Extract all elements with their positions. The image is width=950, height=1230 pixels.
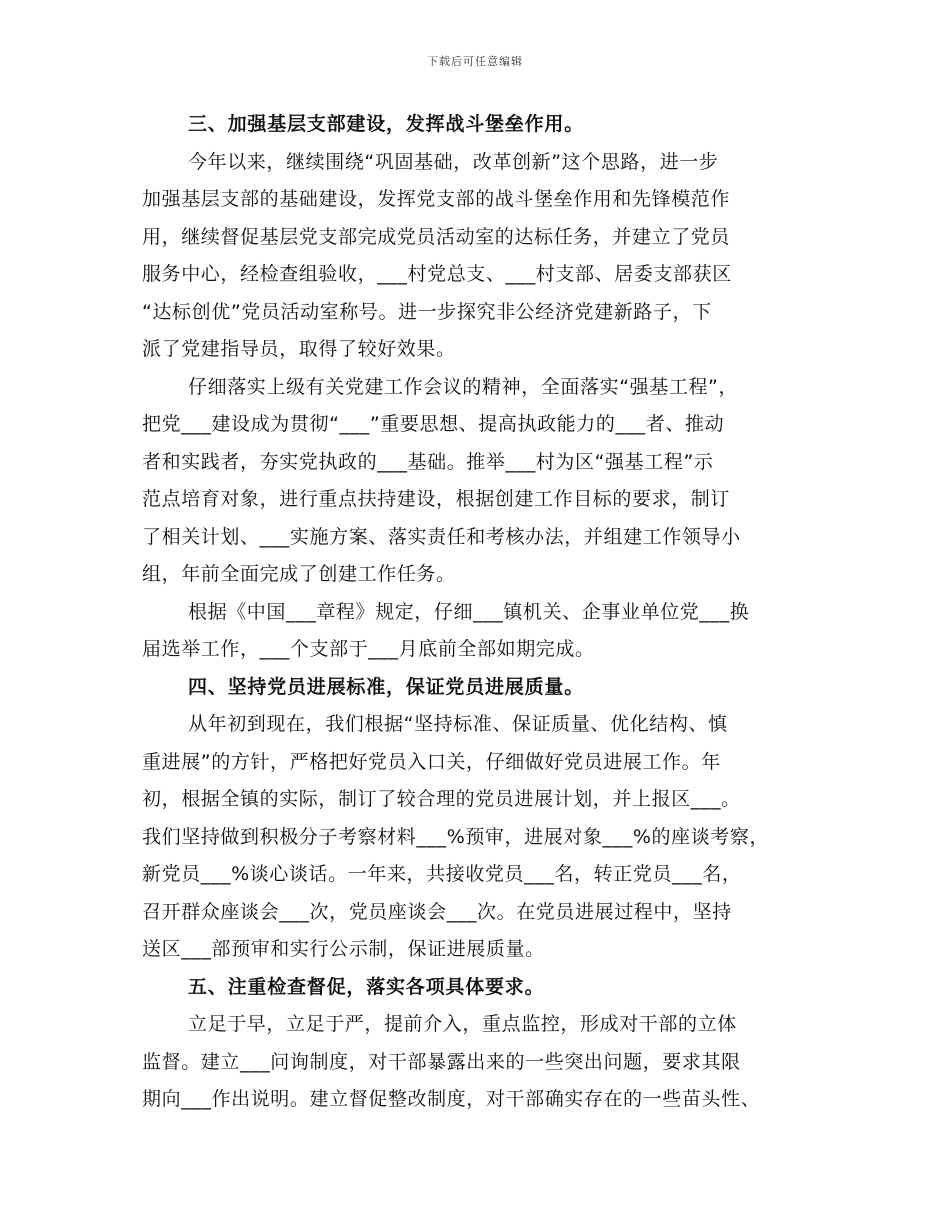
paragraph-line: 仔细落实上级有关党建工作会议的精神，全面落实“强基工程”， [188,375,739,398]
section-heading: 五、注重检查督促，落实各项具体要求。 [188,975,545,998]
paragraph-line: 用，继续督促基层党支部完成党员活动室的达标任务，并建立了党员 [142,225,731,248]
paragraph-line: 重进展”的方针，严格把好党员入口关，仔细做好党员进展工作。年 [142,750,721,773]
paragraph-line: 范点培育对象，进行重点扶持建设，根据创建工作目标的要求，制订 [142,488,731,510]
paragraph-line: 新党员___%谈心谈话。一年来，共接收党员___名，转正党员___名， [142,863,742,885]
paragraph-line: 了相关计划、___实施方案、落实责任和考核办法，并组建工作领导小 [142,525,741,548]
paragraph-line: 我们坚持做到积极分子考察材料___%预审，进展对象___%的座谈考察， [142,825,770,848]
paragraph-line: 监督。建立___问询制度，对干部暴露出来的一些突出问题，要求其限 [142,1050,741,1073]
paragraph-line: 把党___建设成为贯彻“___”重要思想、提高执政能力的___者、推动 [142,413,725,435]
paragraph-line: 期向___作出说明。建立督促整改制度，对干部确实存在的一些苗头性、 [142,1088,761,1110]
paragraph-line: 者和实践者，夯实党执政的___基础。推举___村为区“强基工程”示 [142,450,714,473]
section-heading: 三、加强基层支部建设，发挥战斗堡垒作用。 [188,113,585,135]
paragraph-line: 根据《中国___章程》规定，仔细___镇机关、企事业单位党___换 [188,600,750,623]
paragraph-line: 组，年前全面完成了创建工作任务。 [142,563,456,585]
paragraph-line: 派了党建指导员，取得了较好效果。 [142,338,456,360]
section-heading: 四、坚持党员进展标准，保证党员进展质量。 [188,675,585,698]
paragraph-line: 服务中心，经检查组验收，___村党总支、___村支部、居委支部获区 [142,263,732,285]
paragraph-line: 立足于早，立足于严，提前介入，重点监控，形成对干部的立体 [188,1013,737,1035]
document-body [142,106,812,1119]
paragraph-line: 送区___部预审和实行公示制，保证进展质量。 [142,938,545,960]
paragraph-line: 届选举工作，___个支部于___月底前全部如期完成。 [142,638,595,660]
page-header: 下载后可任意编辑 [427,55,523,68]
paragraph-line: 从年初到现在，我们根据“坚持标准、保证质量、优化结构、慎 [188,713,728,735]
paragraph-line: 初，根据全镇的实际，制订了较合理的党员进展计划，并上报区___。 [142,788,741,810]
paragraph-line: 今年以来，继续围绕“巩固基础，改革创新”这个思路，进一步 [188,150,719,173]
paragraph-line: “达标创优”党员活动室称号。进一步探究非公经济党建新路子，下 [142,300,712,323]
paragraph-line: 召开群众座谈会___次，党员座谈会___次。在党员进展过程中，坚持 [142,900,732,923]
paragraph-line: 加强基层支部的基础建设，发挥党支部的战斗堡垒作用和先锋模范作 [142,188,731,210]
